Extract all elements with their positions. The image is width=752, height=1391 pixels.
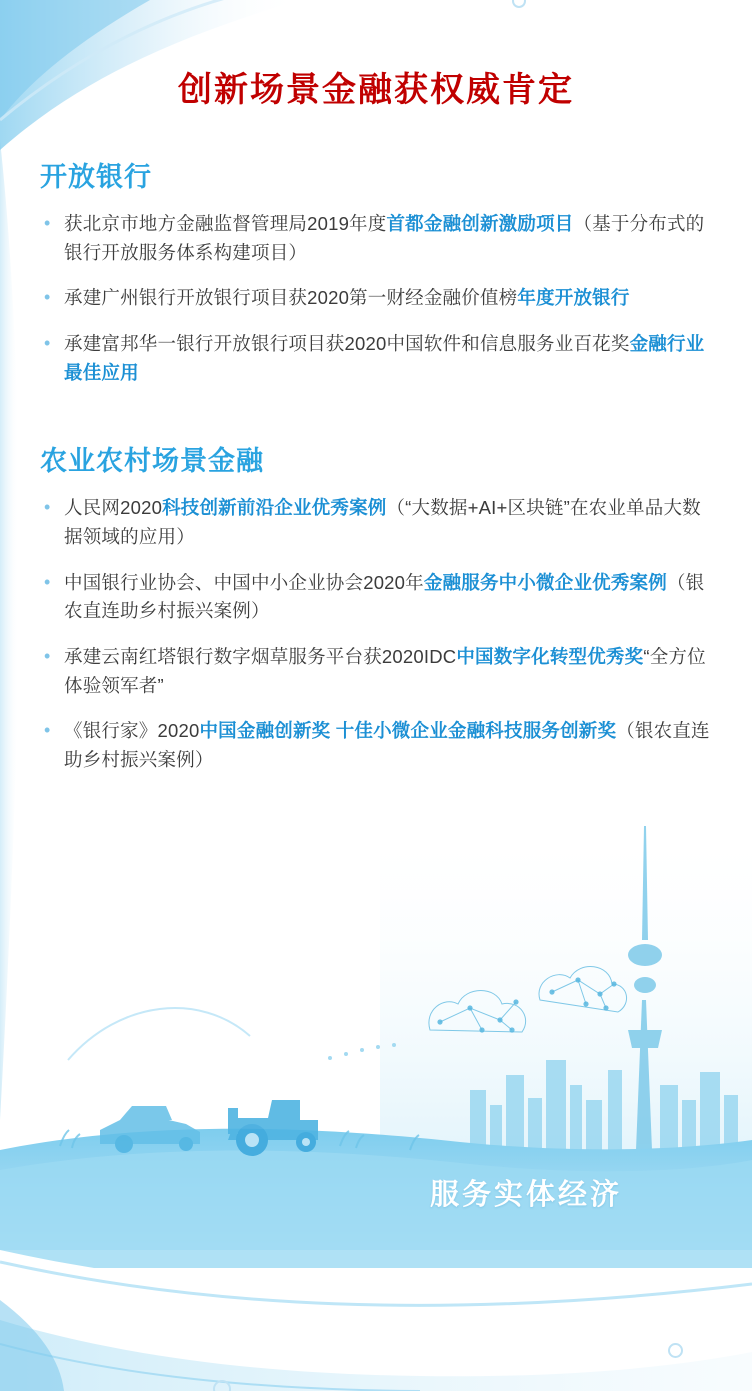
highlight-text: 首都金融创新激励项目 — [386, 213, 574, 234]
body-text: （银农直连助乡村振兴案例） — [64, 571, 705, 622]
highlight-text: 金融行业最佳应用 — [64, 333, 705, 383]
decorative-ring-bottom-left — [213, 1380, 231, 1391]
body-text: （银农直连助乡村振兴案例） — [64, 720, 710, 771]
body-text: 获北京市地方金融监督管理局2019年度 — [64, 213, 387, 234]
page-title: 创新场景金融获权威肯定 — [178, 71, 574, 109]
body-text: 承建云南红塔银行数字烟草服务平台获2020IDC — [64, 646, 457, 668]
section — [40, 439, 712, 774]
list-item — [40, 643, 712, 700]
list-item — [40, 494, 712, 551]
list-item — [40, 569, 712, 626]
poster-content — [0, 62, 752, 775]
list-item — [40, 284, 712, 313]
list-item — [40, 717, 712, 774]
section-heading: 农业农村场景金融 — [40, 446, 264, 477]
decorative-ring-bottom-right — [668, 1343, 683, 1358]
award-list — [40, 210, 712, 387]
highlight-text: 科技创新前沿企业优秀案例 — [162, 497, 387, 519]
body-text: “全方位体验领军者” — [64, 646, 706, 696]
highlight-text: 年度开放银行 — [517, 287, 630, 309]
body-text: 人民网2020 — [64, 497, 163, 519]
highlight-text: 中国数字化转型优秀奖 — [456, 646, 644, 668]
highlight-text: 金融服务中小微企业优秀案例 — [423, 571, 667, 593]
list-item — [40, 210, 712, 267]
sections-container — [40, 155, 712, 775]
body-text: （基于分布式的银行开放服务体系构建项目） — [64, 213, 705, 263]
body-text: 承建广州银行开放银行项目获2020第一财经金融价值榜 — [64, 287, 518, 309]
body-text: 承建富邦华一银行开放银行项目获2020中国软件和信息服务业百花奖 — [64, 333, 630, 355]
footer-slogan: 服务实体经济 — [430, 1179, 623, 1211]
body-text: 《银行家》2020 — [64, 720, 200, 742]
list-item — [40, 330, 712, 387]
award-list — [40, 494, 712, 774]
highlight-text: 中国金融创新奖 十佳小微企业金融科技服务创新奖 — [199, 720, 617, 742]
body-text: （“大数据+AI+区块链”在农业单品大数据领域的应用） — [64, 497, 701, 548]
section — [40, 155, 712, 387]
section-heading: 开放银行 — [40, 162, 152, 192]
body-text: 中国银行业协会、中国中小企业协会2020年 — [64, 571, 424, 593]
